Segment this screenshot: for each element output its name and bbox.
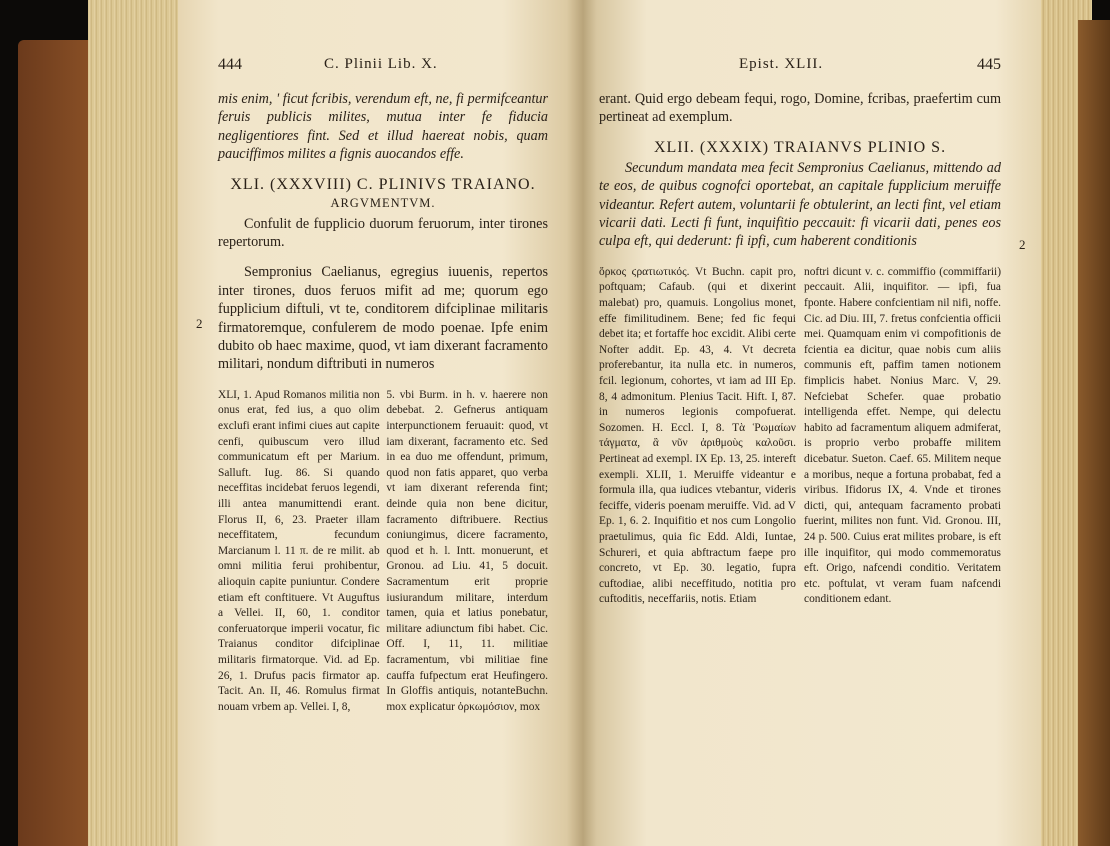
letter-heading-xlii: XLII. (XXXIX) TRAIANVS PLINIO S. <box>653 138 947 156</box>
right-footnote-column-1: ὅρκος ϛρατιωτικός. Vt Buchn. capit pro, poftquam; Cafaub. (qui et dixerint malebat) pro, quamuis. Longolius monet, effe fimilitudinem. Bene; fed fic fequi debet ita; et fortaffe hoc excidit. Alibi certe Nofter addit. Ep. 43, 4. Vt decreta proferebantur, ita nulla etc. in numeros, fcil. legionum, cohortes, vt iam ad III Ep. 8, 4 admonitum. Plenius Tacit. Hift. I, 87. in numeros legionis compofuerat. Sozomen. H. Eccl. I, 8. Τὰ Ῥωμαίων τάγματα, ἃ νῦν ἀριθμοὺς καλοῦσι. Pertineat ad exempl. IX Ep. 13, 25. intereft exempli. XLII, 1. Meruiffe videantur e formula illa, qua iudices vtebantur, videris feciffe, videris poenam meruiffe. Vid. ad V Ep. 1, 6. 2. Inquifitio et nos cum Longolio praetulimus, quia fic Edd. Aldi, Iuntae, Schureri, et quia abftractum faepe pro concreto, vt Ep. 30. legatio, fupra cuftodiae, alibi neceffitudo, notitia pro cuftoditis, neceffariis, notis. Etiam <box>599 265 796 606</box>
right-footnote-column-2: noftri dicunt v. c. commiffio (commiffarii) peccauit. Alii, inquifitor. — ipfi, fua fponte. Habere confcientiam nil nifi, noffe. Cic. ad Diu. III, 7. fretus confcientia officii mei. Quamquam enim vi compofitionis de fcientia ea dicitur, quae nobis cum aliis communis eft, paffim tamen notionem fimplicis habet. Nonius Marc. V, 29. Nefciebat Schefer. quae probatio intelligenda effet. Nempe, qui delectu habito ad facramentum aliquem admiferat, is proprio verbo probaffe militem dicebatur. Sueton. Caef. 65. Militem neque a moribus, neque a fortuna probabat, fed a viribus. Ifidorus IX, 4. Vnde et tirones dicti, qui, antequam facramento probati fuerint, milites non funt. Vid. Gronou. III, 24 p. 500. Cuius erat milites probare, is eft ille inquifitor, qui modo commemoratus eft. Origo, nafcendi conditio. Veritatem etc. poftulat, vt veram fuam nafcendi conditionem edant. <box>804 265 1001 606</box>
argument-title: ARGVMENTVM. <box>330 195 436 210</box>
right-top-text: erant. Quid ergo debeam fequi, rogo, Domine, fcribas, praefertim cum pertineat ad exemplum. <box>599 91 1001 126</box>
right-page <box>583 0 1041 846</box>
letter-heading-xli: XLI. (XXXVIII) C. PLINIVS TRAIANO. <box>230 175 536 193</box>
left-running-title: C. Plinii Lib. X. <box>324 56 438 72</box>
left-page <box>178 0 583 846</box>
left-footnotes <box>218 388 548 715</box>
left-running-head <box>218 56 548 90</box>
argument-text: Confulit de fupplicio duorum feruorum, inter tirones repertorum. <box>218 215 548 251</box>
right-page-number: 445 <box>977 56 1001 73</box>
right-running-head <box>599 56 1001 90</box>
left-margin-number: 2 <box>196 316 203 331</box>
left-top-italic-text: mis enim, ' ficut fcribis, verendum eft, ne, fi permifceantur feruis publicis milites, mutua inter fe fiducia negligentiores fint. Sed et illud haereat nobis, quam pauciffimos milites a fignis auocandos effe. <box>218 91 548 163</box>
left-page-number: 444 <box>218 56 242 73</box>
left-footnote-column-2: 5. vbi Burm. in h. v. haerere non debebat. 2. Gefnerus antiquam interpunctionem feruauit: quod, vt iam dixerant, facramento etc. Sed in ea duo me offendunt, primum, quod non fatis apparet, quo verba vt iam dixerant referenda fint; deinde quia non bene dicitur, facramento diftribuere. Rectius coniungimus, dicere facramento, quod et h. l. Intt. monuerunt, et Gronou. ad Liu. 41, 5 docuit. Sacramentum erit proprie iusiurandum militare, interdum tamen, quia et latius ponebatur, militare adiunctum fibi habet. Cic. Off. I, 11, 11. militiae facramentum, vbi militiae fine cauffa fufpectum erat Heufingero. In Gloffis antiquis, notanteBuchn. mox explicatur ὀρκωμόσιον, mox <box>386 388 548 713</box>
right-running-title: Epist. XLII. <box>739 56 824 72</box>
left-footnote-column-1: XLI, 1. Apud Romanos militia non onus erat, fed ius, a quo olim exclufi erant infimi ciues aut capite cenfi, quibuscum vero illud communicatum eft per Marium. Salluft. Iug. 86. Si quando neceffitas incidebat feruos legendi, illi antea manumittendi erant. Florus II, 6, 23. Praeter illam neceffitatem, fecundum Marcianum l. 11 π. de re milit. ab omni militia ferui prohibentur, alioquin capite puniuntur. Condere etiam eft conftituere. Vt Auguftus a Vellei. II, 60, 1. conditor conferuatorque imperii vocatur, fic Traianus conditor difciplinae militaris firmatorque. Vid. ad Ep. 26, 1. Drufus pacis firmator ap. Tacit. An. II, 46. Romulus firmat nouam vrbem ap. Vellei. I, 8, <box>218 388 380 713</box>
right-main-italic-text: Secundum mandata mea fecit Sempronius Caelianus, mittendo ad te eos, de quibus cognofci oportebat, an capitale fupplicium meruiffe videantur. Refert autem, voluntarii fe obtulerint, an lecti fint, vel etiam vicarii dati. Lecti fi funt, inquifitio peccauit: fi vicarii dati, penes eos culpa eft, qui dederunt: fi ipfi, cum haberent conditionis <box>599 159 1001 250</box>
left-main-text: Sempronius Caelianus, egregius iuuenis, repertos inter tirones, duos feruos mifit ad me; quorum ego fupplicium diftuli, vt te, conditorem difciplinae militaris firmatoremque, confulerem de modo poenae. Ipfe enim dubito ob haec maxime, quod, vt iam dixerant facramento militari, nondum diftributi in numeros <box>218 264 548 373</box>
left-page-content <box>196 0 548 715</box>
right-page-content <box>599 0 1026 608</box>
right-margin-number: 2 <box>1019 237 1026 252</box>
right-book-cover <box>1078 20 1110 846</box>
right-footnotes <box>599 265 1001 608</box>
